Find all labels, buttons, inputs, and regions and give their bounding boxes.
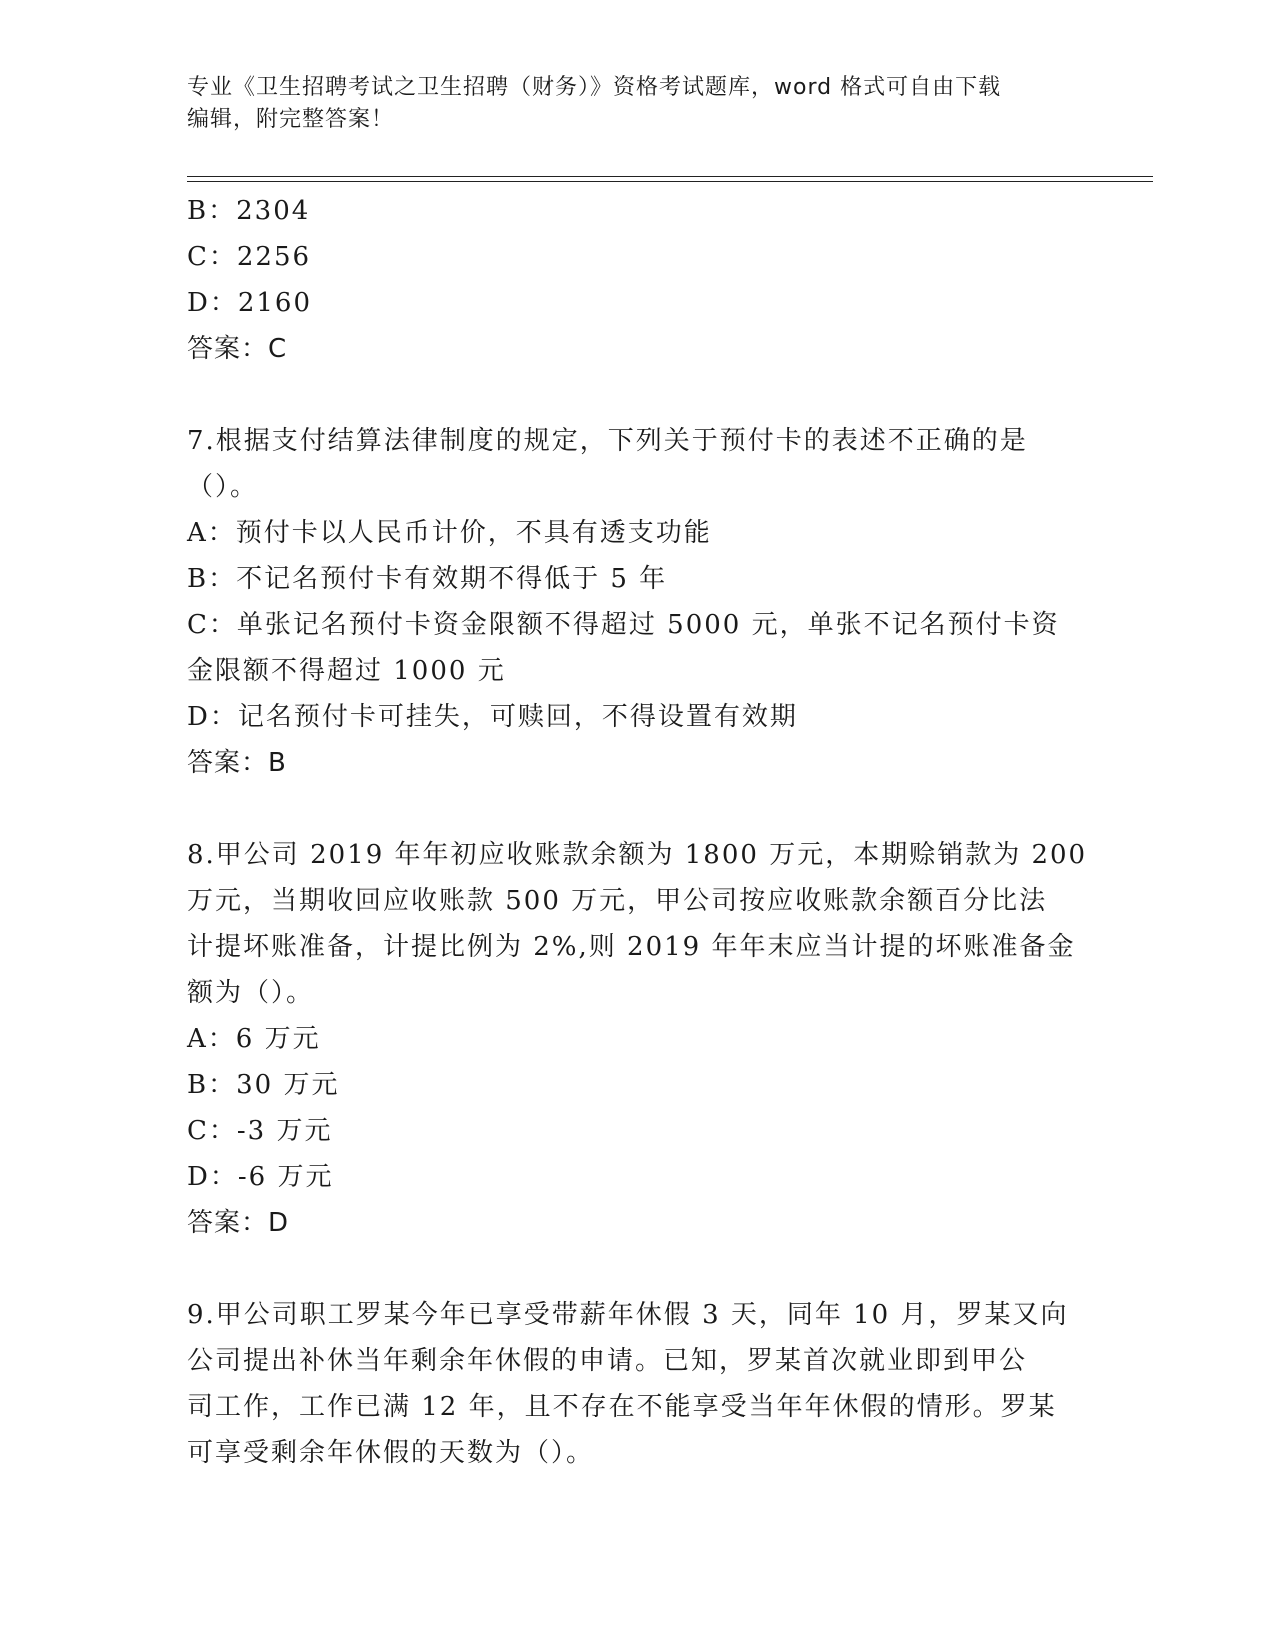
question-7 [187,418,1067,786]
q6-option-b: B：2304 [187,196,311,226]
q8-option-a: A：6 万元 [187,1024,321,1054]
document-header [187,72,1067,136]
header-line-2: 编辑，附完整答案！ [187,107,395,132]
q6-option-d: D：2160 [187,288,313,318]
q8-answer: 答案：D [187,1208,290,1238]
q7-stem-line-2: （）。 [187,472,259,502]
spacer [187,1246,1067,1292]
q9-stem-line-4: 可享受剩余年休假的天数为（）。 [187,1438,595,1468]
q9-stem-line-2: 公司提出补休当年剩余年休假的申请。已知，罗某首次就业即到甲公 [187,1346,1028,1376]
q7-option-c-line-1: C：单张记名预付卡资金限额不得超过 5000 元，单张不记名预付卡资 [187,610,1060,640]
spacer [187,372,1067,418]
header-rule-top [187,176,1153,177]
question-9 [187,1292,1067,1476]
q8-stem-line-2: 万元，当期收回应收账款 500 万元，甲公司按应收账款余额百分比法 [187,886,1048,916]
q7-answer: 答案：B [187,748,287,778]
q8-stem-line-3: 计提坏账准备，计提比例为 2%,则 2019 年年末应当计提的坏账准备金 [187,932,1076,962]
q6-answer: 答案：C [187,334,288,364]
q7-option-b: B：不记名预付卡有效期不得低于 5 年 [187,564,668,594]
spacer [187,786,1067,832]
q7-option-a: A：预付卡以人民币计价，不具有透支功能 [187,518,712,548]
q9-stem-line-3: 司工作，工作已满 12 年，且不存在不能享受当年年休假的情形。罗某 [187,1392,1057,1422]
q8-option-d: D：-6 万元 [187,1162,334,1192]
question-8 [187,832,1088,1246]
q6-option-c: C：2256 [187,242,312,272]
header-line-1: 专业《卫生招聘考试之卫生招聘（财务）》资格考试题库，word 格式可自由下载 [187,75,1002,100]
question-6 [187,188,1067,372]
q7-stem-line-1: 7.根据支付结算法律制度的规定，下列关于预付卡的表述不正确的是 [187,426,1028,456]
q8-option-c: C：-3 万元 [187,1116,333,1146]
header-rule-bottom [187,181,1153,182]
document-body [187,188,1088,1476]
q9-stem-line-1: 9.甲公司职工罗某今年已享受带薪年休假 3 天，同年 10 月，罗某又向 [187,1300,1069,1330]
q7-option-d: D：记名预付卡可挂失，可赎回，不得设置有效期 [187,702,798,732]
q8-option-b: B：30 万元 [187,1070,340,1100]
q8-stem-line-4: 额为（）。 [187,978,315,1008]
q8-stem-line-1: 8.甲公司 2019 年年初应收账款余额为 1800 万元，本期赊销款为 200 [187,840,1088,870]
q7-option-c-line-2: 金限额不得超过 1000 元 [187,656,506,686]
